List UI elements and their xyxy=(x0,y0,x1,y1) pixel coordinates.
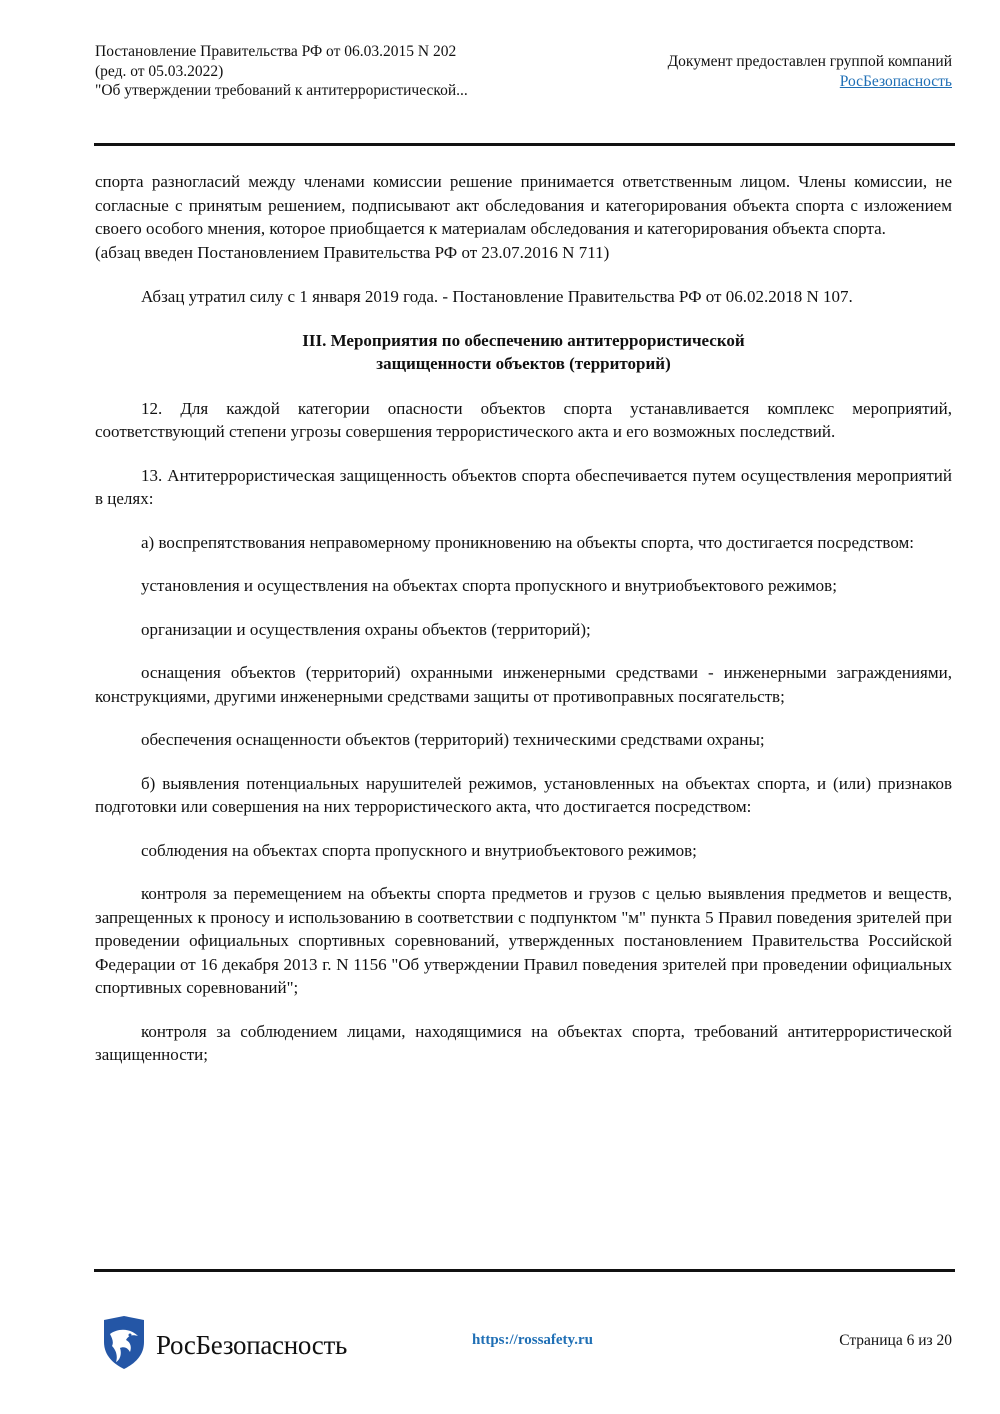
amendment-note: (абзац введен Постановлением Правительства РФ от 23.07.2016 N 711) xyxy=(95,242,610,262)
header-title-line-3: "Об утверждении требований к антитеррористической... xyxy=(95,82,468,99)
subparagraph-a-item-4: обеспечения оснащенности объектов (территорий) техническими средствами охраны; xyxy=(141,730,765,749)
subparagraph-a-item-3: оснащения объектов (территорий) охранными инженерными средствами - инженерными заграждениями, конструкциями, другими инженерными средствами защиты от противоправных посягательств; xyxy=(95,663,952,706)
section-heading-line-2: защищенности объектов (территорий) xyxy=(376,354,671,373)
subparagraph-b-item-3: контроля за соблюдением лицами, находящимися на объектах спорта, требований антитеррористической защищенности; xyxy=(95,1021,952,1064)
paragraph-repealed: Абзац утратил силу с 1 января 2019 года. - Постановление Правительства РФ от 06.02.2018 N 107. xyxy=(141,287,853,306)
page-number: Страница 6 из 20 xyxy=(839,1332,952,1349)
subparagraph-a: а) воспрепятствования неправомерному проникновению на объекты спорта, что достигается посредством: xyxy=(141,532,914,552)
company-logo xyxy=(100,1316,347,1375)
document-header-provider xyxy=(668,52,952,92)
page-footer xyxy=(0,1312,1000,1372)
header-title-line-1: Постановление Правительства РФ от 06.03.2015 N 202 xyxy=(95,43,457,60)
section-heading-line-1: III. Мероприятия по обеспечению антитеррористической xyxy=(302,330,745,350)
subparagraph-a-item-1: установления и осуществления на объектах спорта пропускного и внутриобъектового режимов; xyxy=(141,576,837,595)
document-body xyxy=(95,170,952,1067)
paragraph-continuation: спорта разногласий между членами комиссии решение принимается ответственным лицом. Члены комиссии, не согласные с принятым решением, подписывают акт обследования и категорирования объекта спорта с изложением своего особого мнения, которое приобщается к материалам обследования и категорирования объекта спорта. xyxy=(95,172,952,238)
document-header-title xyxy=(95,42,468,101)
header-title-line-2: (ред. от 05.03.2022) xyxy=(95,62,224,80)
logo-text: РосБезопасность xyxy=(156,1330,347,1360)
paragraph-13: 13. Антитеррористическая защищенность объектов спорта обеспечивается путем осуществления мероприятий в целях: xyxy=(95,465,952,508)
subparagraph-b: б) выявления потенциальных нарушителей режимов, установленных на объектах спорта, и (или) признаков подготовки или совершения на них террористического акта, что достигается посредством: xyxy=(95,773,952,816)
provider-link[interactable]: РосБезопасность xyxy=(839,73,952,90)
site-link[interactable]: https://rossafety.ru xyxy=(472,1332,593,1348)
provided-by-text: Документ предоставлен группой компаний xyxy=(667,53,952,70)
paragraph-12: 12. Для каждой категории опасности объектов спорта устанавливается комплекс мероприятий, соответствующий степени угрозы совершения террористического акта и его возможных последствий. xyxy=(95,398,952,441)
subparagraph-b-item-1: соблюдения на объектах спорта пропускного и внутриобъектового режимов; xyxy=(141,840,697,860)
subparagraph-a-item-2: организации и осуществления охраны объектов (территорий); xyxy=(141,619,591,639)
footer-divider xyxy=(94,1269,955,1272)
subparagraph-b-item-2: контроля за перемещением на объекты спорта предметов и грузов с целью выявления предметов и веществ, запрещенных к проносу и использованию в соответствии с подпунктом "м" пункта 5 Правил поведения зрителей при проведении официальных спортивных соревнований, утвержденных постановлением Правительства Российской Федерации от 16 декабря 2013 г. N 1156 "Об утверждении Правил поведения зрителей при проведении официальных спортивных соревнований"; xyxy=(95,884,952,997)
eagle-shield-icon xyxy=(100,1316,148,1375)
header-divider xyxy=(94,143,955,146)
